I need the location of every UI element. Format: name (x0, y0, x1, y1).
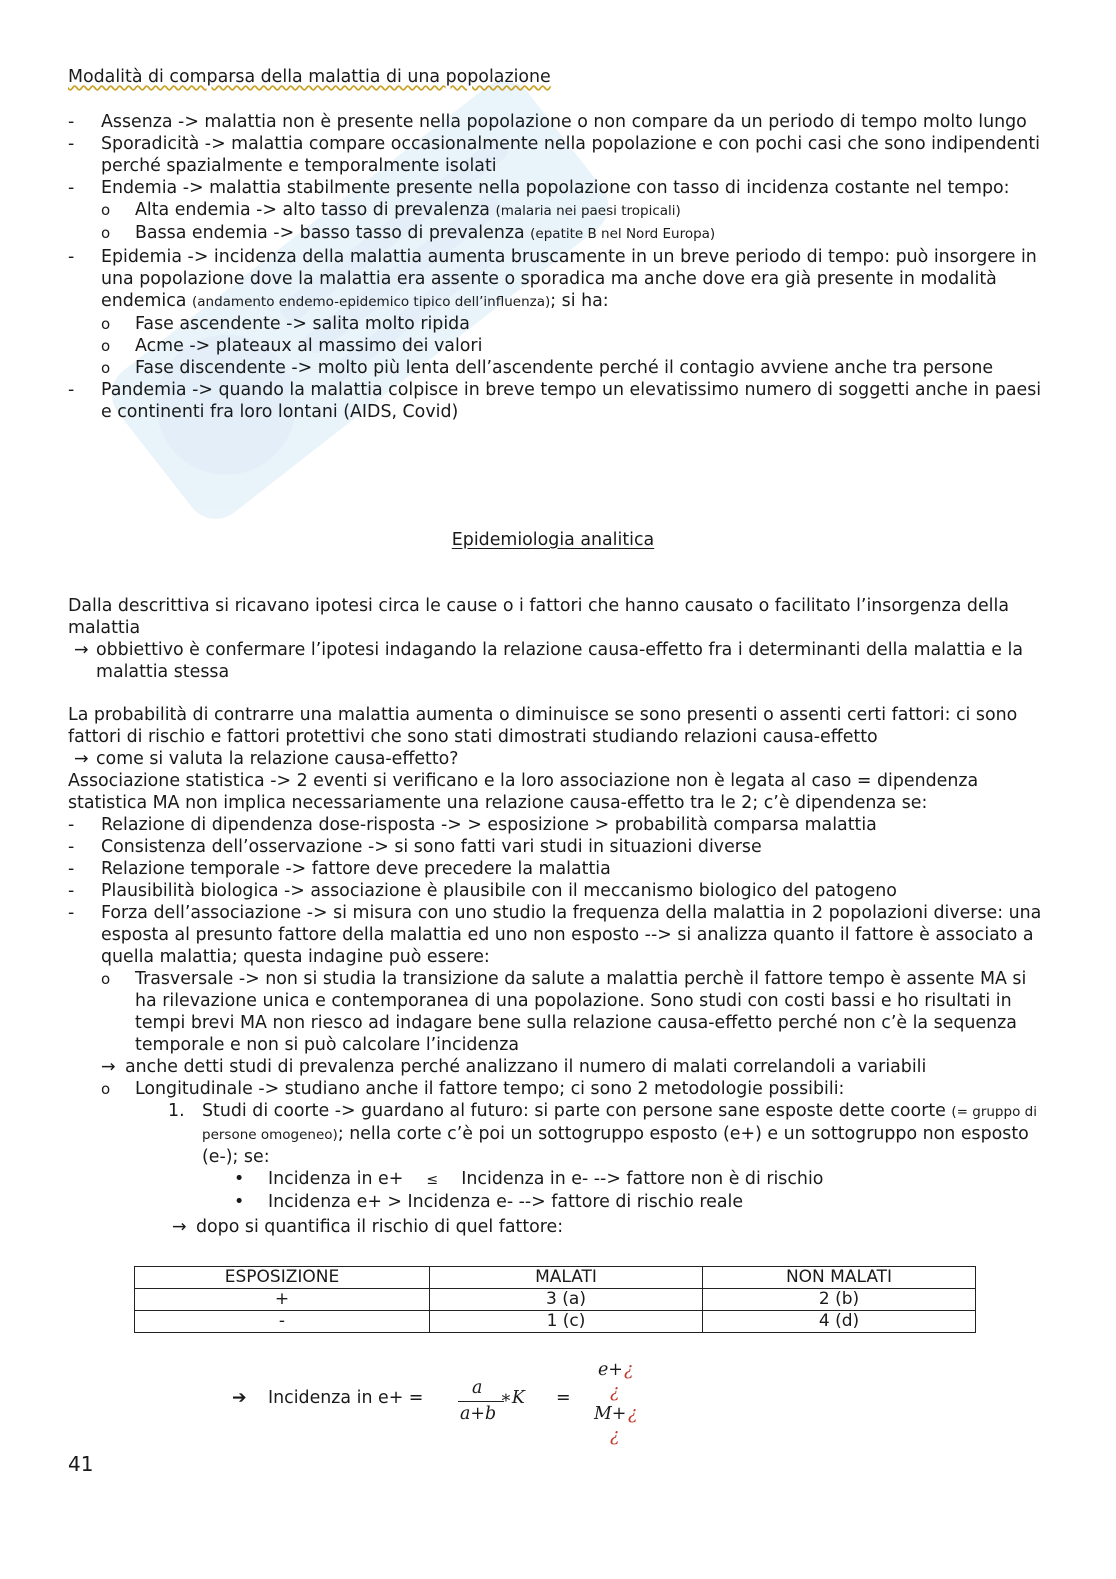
analitica-body (68, 704, 1048, 1238)
table-header-cell: NON MALATI (703, 1267, 976, 1289)
list-item: - Consistenza dell’osservazione -> si sono fatti vari studi in situazioni diverse (68, 837, 762, 857)
list-item: - Forza dell’associazione -> si misura con uno studio la frequenza della malattia in 2 popolazioni diverse: una esposta al presunto fattore della malattia ed uno non esposto --> si analizza quanto il fattore è associato a quella malattia; questa indagine può essere: (68, 903, 1042, 967)
sub-list-item: o Fase discendente -> molto più lenta dell’ascendente perché il contagio avviene anche tra persone (101, 358, 994, 378)
formula-numerator: a (472, 1378, 483, 1398)
paragraph: Dalla descrittiva si ricavano ipotesi circa le cause o i fattori che hanno causato o facilitato l’insorgenza della malattia (68, 596, 1009, 638)
formula-equals: = (556, 1388, 571, 1408)
page-number: 41 (68, 1452, 94, 1476)
arrow-paragraph: → anche detti studi di prevalenza perché analizzano il numero di malati correlandoli a variabili (101, 1057, 927, 1077)
sub-list-item: o Fase ascendente -> salita molto ripida (101, 314, 470, 334)
list-item: - Sporadicità -> malattia compare occasionalmente nella popolazione e con pochi casi che sono indipendenti perché spazialmente e temporalmente isolati (68, 134, 1041, 176)
formula-label: Incidenza in e+ = (268, 1388, 424, 1408)
formula-glyph: ¿ (628, 1404, 638, 1424)
table-cell: 3 (a) (430, 1289, 703, 1311)
arrow-right-icon: → (74, 749, 89, 769)
exposure-table (134, 1266, 976, 1333)
table-cell: - (135, 1311, 430, 1333)
section-title-text: Epidemiologia analitica (451, 530, 655, 550)
formula-term-e: e+ (598, 1360, 623, 1380)
sub-list-item: o Bassa endemia -> basso tasso di prevalenza (epatite B nel Nord Europa) (101, 223, 716, 243)
table-cell: 2 (b) (703, 1289, 976, 1311)
bullet-item: • Incidenza e+ > Incidenza e- --> fattore di rischio reale (234, 1192, 744, 1212)
section-title-comparsa (68, 66, 1048, 88)
table-cell: + (135, 1289, 430, 1311)
table-row (135, 1289, 976, 1311)
fraction-bar (458, 1401, 504, 1402)
sub-list-item: o Longitudinale -> studiano anche il fattore tempo; ci sono 2 metodologie possibili: (101, 1079, 845, 1099)
formula-term-m: M+ (594, 1404, 627, 1424)
formula-multiplier: ∗K (500, 1388, 525, 1408)
section-title-analitica (68, 529, 1038, 551)
table-header-cell: MALATI (430, 1267, 703, 1289)
list-item: - Relazione temporale -> fattore deve precedere la malattia (68, 859, 611, 879)
table-cell: 1 (c) (430, 1311, 703, 1333)
paragraph: La probabilità di contrarre una malattia aumenta o diminuisce se sono presenti o assenti certi fattori: ci sono fattori di rischio e fattori protettivi che sono stati dimostrati studiando relazioni causa-effetto (68, 705, 1018, 747)
table-cell: 4 (d) (703, 1311, 976, 1333)
numbered-item: 1. Studi di coorte -> guardano al futuro: si parte con persone sane esposte dette coorte (= gruppo di persone omogeneo); nella corte c’è poi un sottogruppo esposto (e+) e un sottogruppo non esposto (e-); se: (168, 1101, 1037, 1167)
comparsa-list (68, 111, 1048, 423)
list-item: - Relazione di dipendenza dose-risposta -> > esposizione > probabilità comparsa malattia (68, 815, 877, 835)
formula-glyph: ¿ (610, 1426, 620, 1446)
table-row (135, 1311, 976, 1333)
arrow-right-icon: → (74, 640, 89, 660)
list-item: - Pandemia -> quando la malattia colpisce in breve tempo un elevatissimo numero di soggetti anche in paesi e continenti fra loro lontani (AIDS, Covid) (68, 380, 1042, 422)
arrow-right-icon: ➔ (232, 1388, 247, 1408)
formula-glyph: ¿ (624, 1360, 634, 1380)
table-header-row (135, 1267, 976, 1289)
sub-list-item: o Alta endemia -> alto tasso di prevalenza (malaria nei paesi tropicali) (101, 200, 681, 220)
list-item: - Epidemia -> incidenza della malattia aumenta bruscamente in un breve periodo di tempo: può insorgere in una popolazione dove la malattia era assente o sporadica ma anche dove era già presente in modalità endemica (andamento endemo-epidemico tipico dell’influenza); si ha: (68, 247, 1037, 311)
formula-denominator: a+b (460, 1404, 497, 1424)
sub-list-item: o Acme -> plateaux al massimo dei valori (101, 336, 483, 356)
incidence-formula (232, 1360, 752, 1460)
analitica-intro (68, 595, 1048, 683)
table-header-cell: ESPOSIZIONE (135, 1267, 430, 1289)
arrow-right-icon: → (101, 1057, 116, 1077)
list-item: - Plausibilità biologica -> associazione è plausibile con il meccanismo biologico del patogeno (68, 881, 897, 901)
section-title-text: Modalità di comparsa della malattia di una popolazione (68, 67, 551, 87)
arrow-right-icon: → (172, 1217, 187, 1237)
bullet-item: • Incidenza in e+ ≤ Incidenza in e- --> fattore non è di rischio (234, 1169, 824, 1189)
paragraph: Associazione statistica -> 2 eventi si verificano e la loro associazione non è legata al caso = dipendenza statistica MA non implica necessariamente una relazione causa-effetto tra le 2; c’è dipendenza se: (68, 771, 979, 813)
formula-glyph: ¿ (610, 1382, 620, 1402)
arrow-paragraph: → obbiettivo è confermare l’ipotesi indagando la relazione causa-effetto fra i determinanti della malattia e la malattia stessa (74, 640, 1024, 682)
list-item: - Assenza -> malattia non è presente nella popolazione o non compare da un periodo di tempo molto lungo (68, 112, 1027, 132)
arrow-paragraph: → come si valuta la relazione causa-effetto? (74, 749, 459, 769)
list-item: - Endemia -> malattia stabilmente presente nella popolazione con tasso di incidenza costante nel tempo: (68, 178, 1010, 198)
sub-list-item: o Trasversale -> non si studia la transizione da salute a malattia perchè il fattore tempo è assente MA si ha rilevazione unica e contemporanea di una popolazione. Sono studi con costi bassi e ho risultati in tempi brevi MA non riesco ad indagare bene sulla relazione causa-effetto perché non c’è la sequenza temporale e non si può calcolare l’incidenza (101, 969, 1027, 1055)
arrow-paragraph: → dopo si quantifica il rischio di quel fattore: (172, 1217, 564, 1237)
